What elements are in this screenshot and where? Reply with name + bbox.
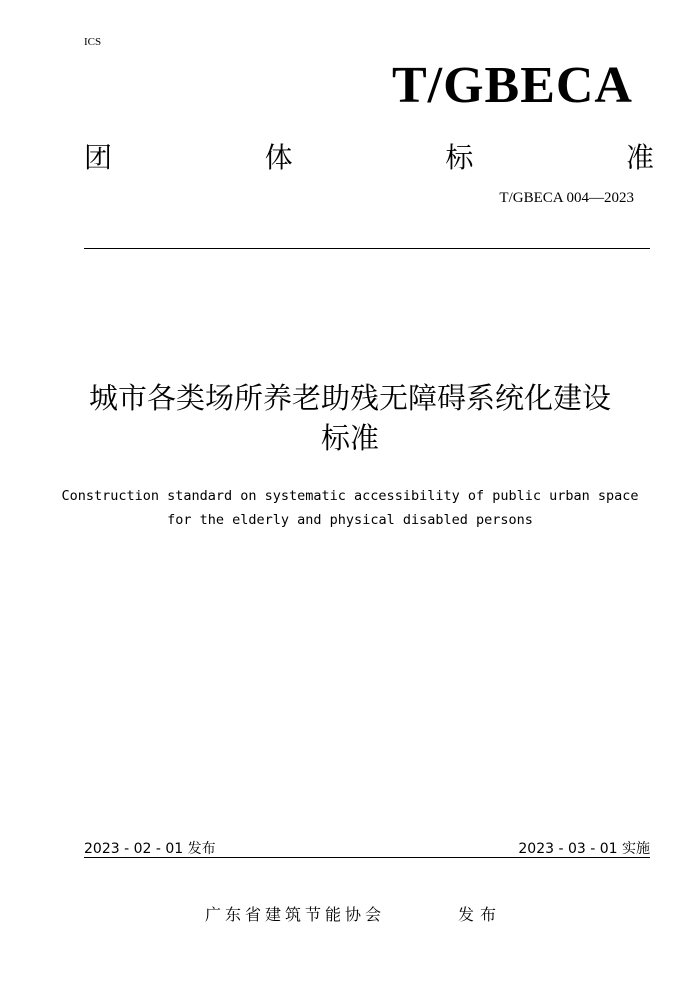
footer-divider [84,857,650,858]
organization-code: T/GBECA [391,57,633,114]
release-date: 2023 - 02 - 01 发布 [84,841,216,857]
chinese-title [40,378,660,458]
ics-label: ICS [84,36,102,48]
publisher-name: 广东省建筑节能协会 [205,905,386,924]
chinese-title-line: 标准 [320,421,379,455]
publish-label: 发布 [458,905,503,924]
standard-type-char: 体 [264,141,293,174]
implementation-date: 2023 - 03 - 01 实施 [518,841,650,857]
standard-type-char: 标 [445,141,474,174]
english-title-line: Construction standard on systematic accessibility of public urban space [61,488,639,504]
standard-number: T/GBECA 004—2023 [499,190,634,206]
header-divider [84,248,650,249]
chinese-title-line: 城市各类场所养老助残无障碍系统化建设 [88,381,611,415]
english-title-line: for the elderly and physical disabled persons [167,512,533,528]
english-title [20,484,680,532]
standard-type-char: 团 [84,141,113,174]
standard-type [84,136,654,176]
standard-type-char: 准 [625,141,654,174]
